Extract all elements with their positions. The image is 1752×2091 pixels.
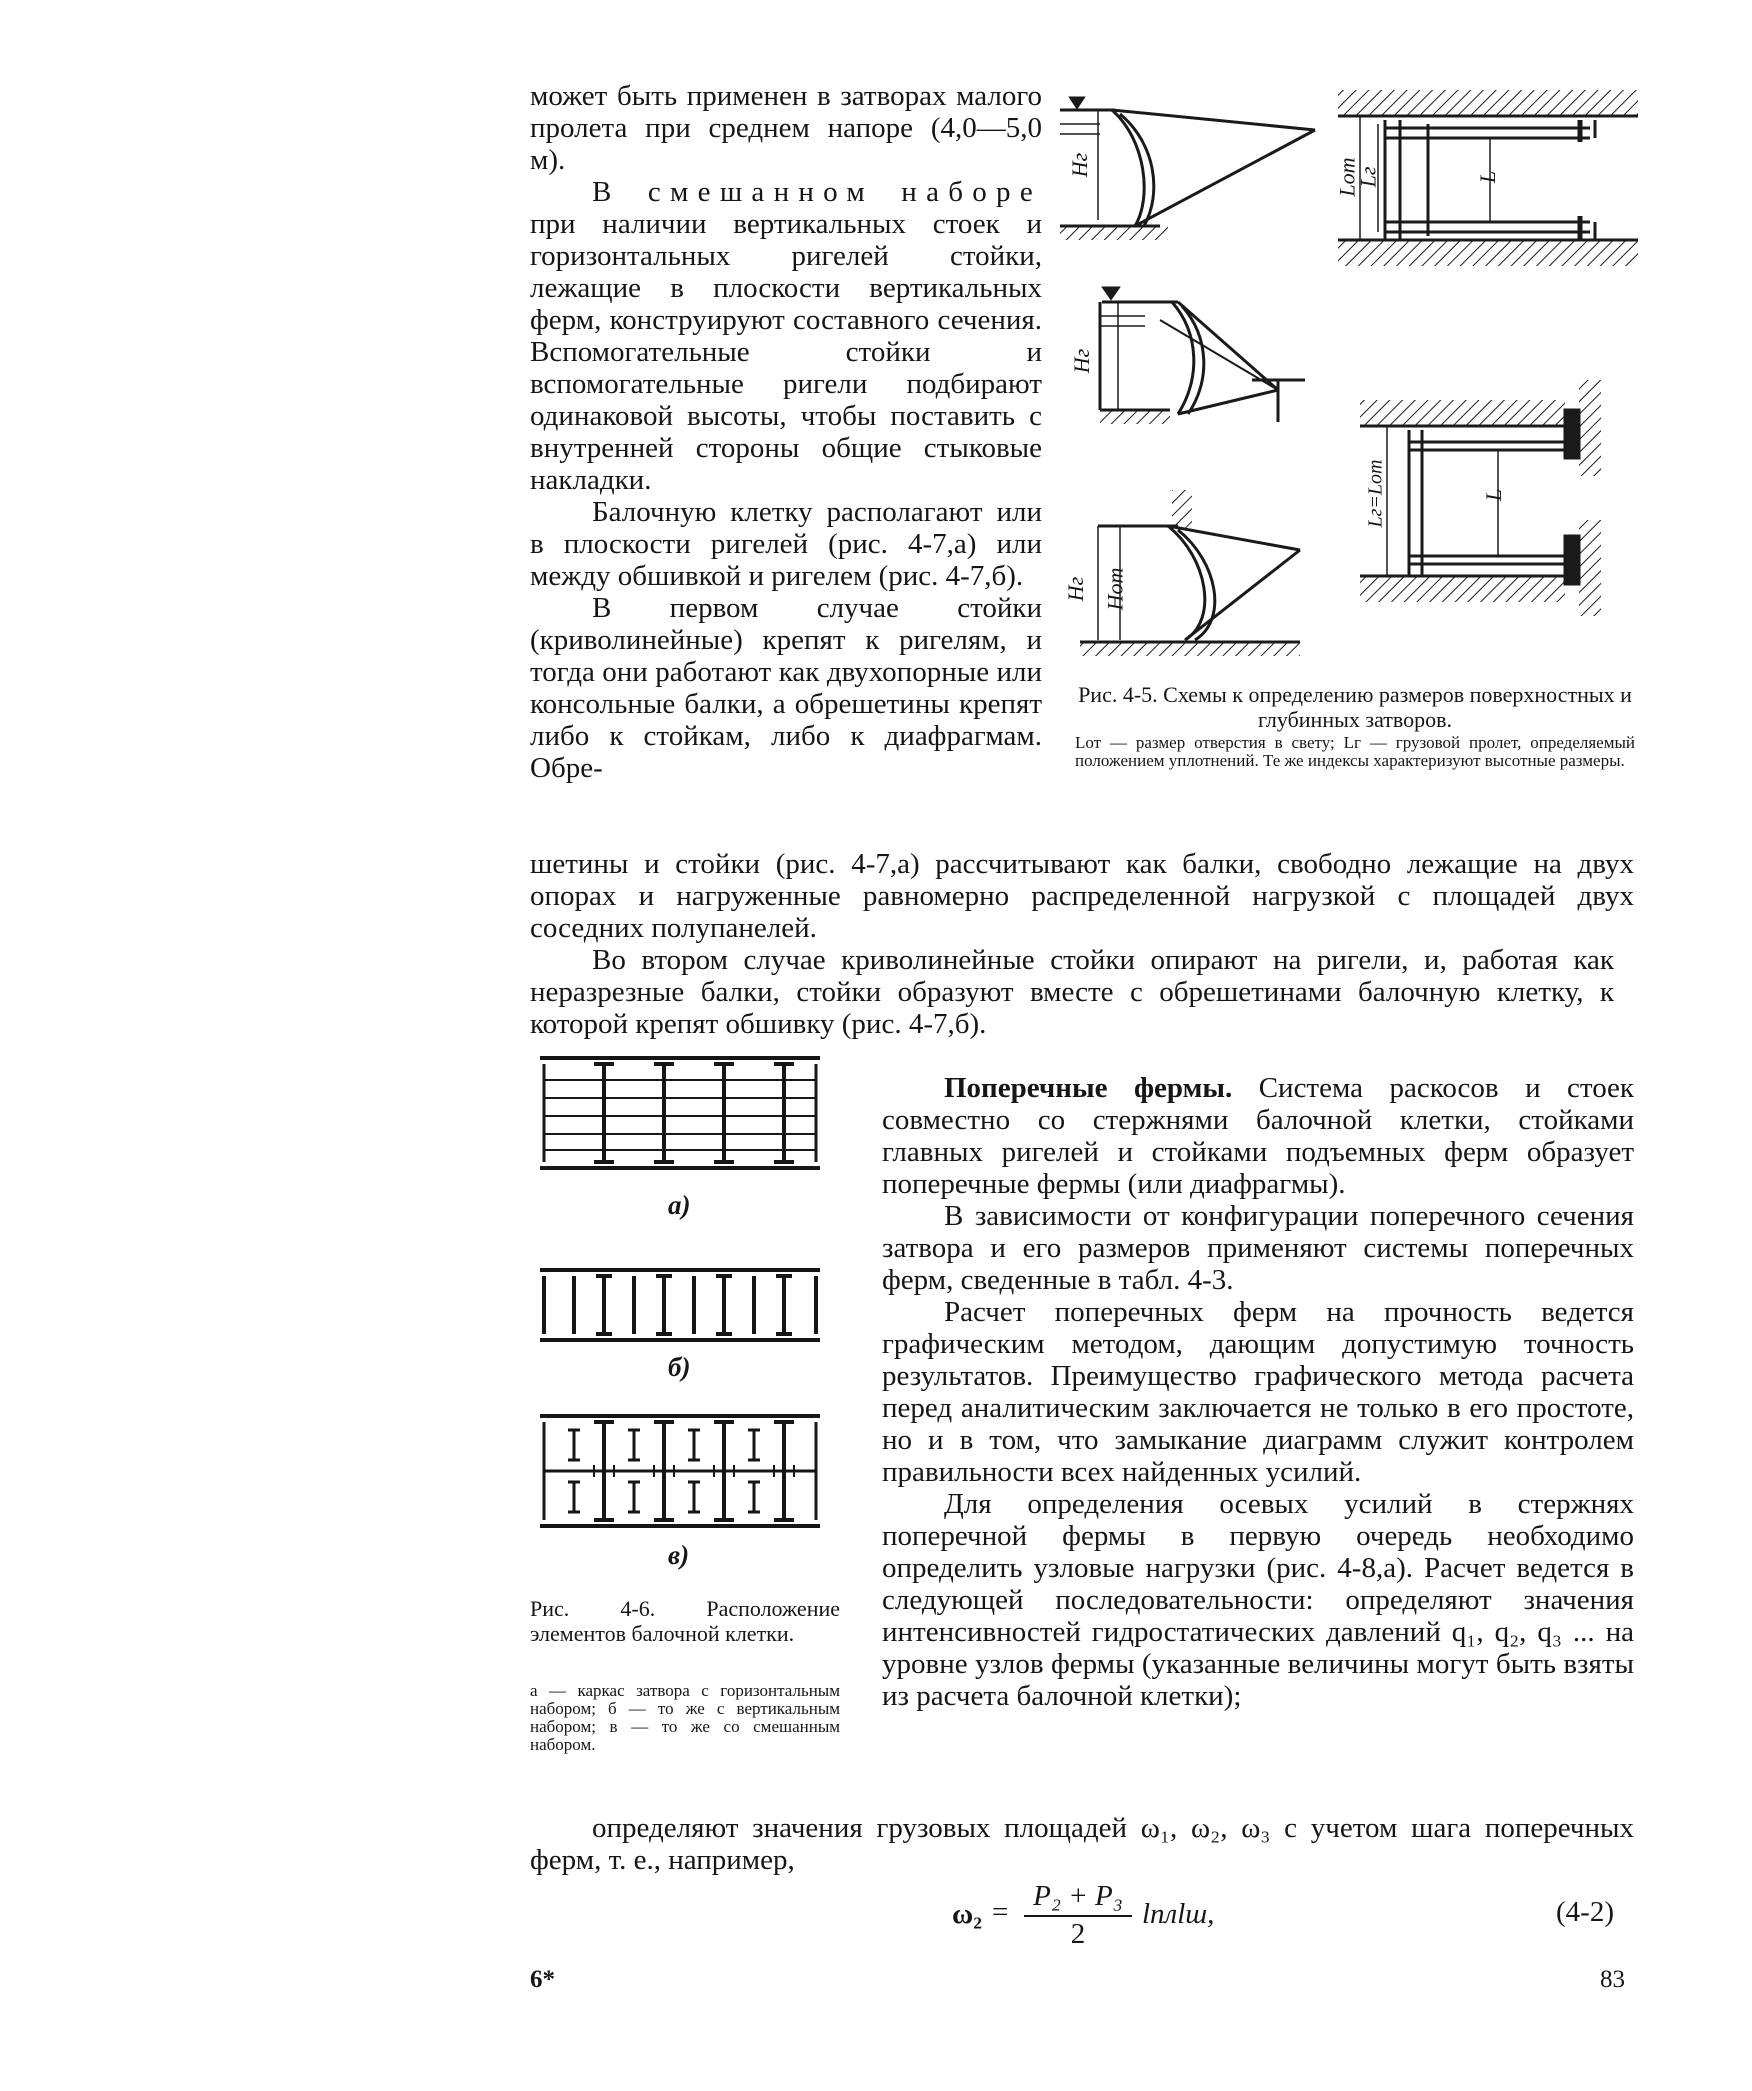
figure-4-5-caption-note: Lот — размер отверстия в свету; Lг — грузовой пролет, определяемый положением уплотнений. Те же индексы характеризуют высотные размеры.: [1075, 733, 1635, 770]
page-number: 83: [1600, 1966, 1625, 1993]
paragraph-mixed-set-body: при наличии вертикальных стоек и горизонтальных ригелей стойки, лежащие в плоскости вертикальных ферм, конструируют составного сечения. Вспомогательные стойки и вспомогательные ригели подбирают одинаковой высоты, чтобы поставить с внутренней стороны общие стыковые накладки.: [530, 208, 1042, 496]
dim-label-lot: Lот: [1334, 157, 1360, 197]
bottom-text-block: [530, 1812, 1634, 1876]
paragraph-mixed-set: [530, 176, 1042, 496]
equation-number: (4-2): [1556, 1896, 1614, 1928]
figure-4-6-label-a: а): [668, 1190, 691, 1220]
paragraph-config: В зависимости от конфигурации поперечного сечения затвора и его размеров применяют системы поперечных ферм, сведенные в табл. 4-3.: [882, 1200, 1634, 1296]
formula-lhs: ω₂: [952, 1898, 982, 1930]
dim-label-l-1: L: [1475, 170, 1501, 184]
paragraph-continuation: может быть применен в затворах малого пролета при среднем напоре (4,0—5,0 м).: [530, 80, 1042, 176]
dim-label-hg-3: Hг: [1063, 576, 1089, 602]
dim-label-lg-eq-lot: Lг=Lот: [1364, 459, 1387, 528]
formula-4-2: [952, 1880, 1272, 1950]
figure-4-6-label-b: б): [668, 1352, 691, 1382]
dim-label-hg-2: Hг: [1069, 348, 1095, 374]
figure-4-6-label-v: в): [668, 1540, 690, 1570]
figure-4-5: [1060, 80, 1650, 680]
formula-equals: =: [992, 1896, 1009, 1928]
paragraph-graphic-method: Расчет поперечных ферм на прочность ведется графическим методом, дающим допустимую точность результатов. Преимущество графического метода расчета перед аналитическим заключается не только в его простоте, но и в том, что замыкание диаграмм служит контролем правильности всех найденных усилий.: [882, 1296, 1634, 1488]
dim-label-lg: Lг: [1355, 166, 1381, 188]
paragraph-first-case-cont: шетины и стойки (рис. 4-7,а) рассчитывают как балки, свободно лежащие на двух опорах и нагруженные равномерно распределенной нагрузкой с площадей двух соседних полупанелей.: [530, 848, 1634, 944]
figure-4-6: [530, 1050, 840, 1610]
paragraph-beam-cage: Балочную клетку располагают или в плоскости ригелей (рис. 4-7,а) или между обшивкой и ригелем (рис. 4-7,б).: [530, 496, 1042, 592]
paragraph-first-case: В первом случае стойки (криволинейные) крепят к ригелям, и тогда они работают как двухопорные или консольные балки, а обрешетины крепят либо к стойкам, либо к диафрагмам. Обре-: [530, 592, 1042, 784]
formula-fraction-bar: [1024, 1915, 1132, 1917]
wide-text-block: [530, 848, 1634, 1040]
dim-label-hg-1: Hг: [1067, 152, 1093, 178]
dim-label-l-2: L: [1481, 488, 1507, 502]
paragraph-lead-spaced: В смешанном наборе: [592, 176, 1042, 208]
figure-4-6-drawing: [530, 1050, 840, 1610]
figure-4-5-caption: Рис. 4-5. Схемы к определению размеров поверхностных и глубинных затворов.: [1078, 682, 1632, 732]
paragraph-cross-trusses: [882, 1072, 1634, 1200]
paragraph-axial-forces: Для определения осевых усилий в стержнях поперечной фермы в первую очередь необходимо определить узловые нагрузки (рис. 4-8,а). Расчет ведется в следующей последовательности: определяют значения интенсивностей гидростатических давлений q₁, q₂, q₃ ... на уровне узлов фермы (указанные величины могут быть взяты из расчета балочной клетки);: [882, 1488, 1634, 1712]
figure-4-6-caption: Рис. 4-6. Расположение элементов балочной клетки.: [530, 1596, 840, 1646]
formula-numerator: P₂ + P₃: [1033, 1880, 1123, 1912]
section-heading-bold: Поперечные фермы.: [944, 1072, 1233, 1104]
top-left-column: [530, 80, 1042, 784]
paragraph-second-case: Во втором случае криволинейные стойки опирают на ригели, и, работая как неразрезные балки, стойки образуют вместе с обрешетинами балочную клетку, к которой крепят обшивку (рис. 4-7,б).: [530, 944, 1614, 1040]
paragraph-cross-trusses-body: Система раскосов и стоек совместно со стержнями балочной клетки, стойками главных ригелей и стойками подъемных ферм образует поперечные фермы (или диафрагмы).: [882, 1072, 1635, 1200]
dim-label-hot: Hот: [1102, 567, 1128, 611]
paragraph-load-areas: определяют значения грузовых площадей ω₁, ω₂, ω₃ с учетом шага поперечных ферм, т. е., например,: [530, 1812, 1634, 1876]
figure-4-6-caption-note: а — каркас затвора с горизонтальным набором; б — то же с вертикальным набором; в — то же со смешанным набором.: [530, 1681, 840, 1754]
right-column: [882, 1072, 1634, 1712]
signature-mark: 6*: [530, 1966, 555, 1993]
formula-denominator: 2: [1070, 1918, 1086, 1950]
formula-tail: lплlш,: [1142, 1898, 1215, 1930]
